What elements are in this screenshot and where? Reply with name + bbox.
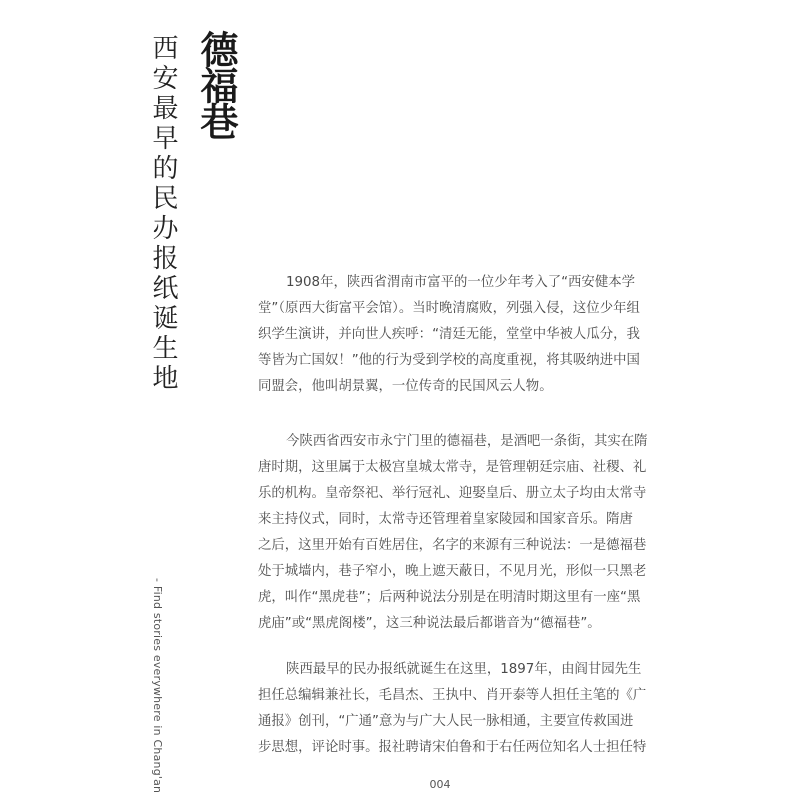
side-caption: - Find stories everywhere in Chang'an (151, 578, 164, 794)
paragraph-2 (258, 429, 648, 637)
text-line: 堂”（原西大街富平会馆）。当时晚清腐败，列强入侵，这位少年组 (258, 301, 640, 316)
text-line: 今陕西省西安市永宁门里的德福巷，是酒吧一条街，其实在隋 (286, 434, 648, 449)
page-subtitle: 西安最早的民办报纸诞生地 (148, 34, 178, 394)
text-line: 同盟会，他叫胡景翼，一位传奇的民国风云人物。 (258, 379, 553, 394)
text-line: 处于城墙内，巷子窄小，晚上遮天蔽日，不见月光，形似一只黑老 (258, 564, 647, 579)
text-line: 虎庙”或“黑虎阁楼”，这三种说法最后都谐音为“德福巷”。 (258, 616, 601, 631)
text-line: 之后，这里开始有百姓居住，名字的来源有三种说法：一是德福巷 (258, 538, 647, 553)
text-line: 陕西最早的民办报纸就诞生在这里，1897年，由阎甘园先生 (286, 662, 642, 677)
text-line: 1908年，陕西省渭南市富平的一位少年考入了“西安健本学 (286, 275, 635, 290)
text-line: 乐的机构。皇帝祭祀、举行冠礼、迎娶皇后、册立太子均由太常寺 (258, 486, 647, 501)
page-number: 004 (429, 778, 451, 791)
text-line: 担任总编辑兼社长，毛昌杰、王执中、肖开泰等人担任主笔的《广 (258, 688, 647, 703)
paragraph-1 (258, 270, 640, 400)
text-line: 等皆为亡国奴！”他的行为受到学校的高度重视，将其吸纳进中国 (258, 353, 640, 368)
text-line: 唐时期，这里属于太极宫皇城太常寺，是管理朝廷宗庙、社稷、礼 (258, 460, 647, 475)
paragraph-3 (258, 657, 647, 761)
text-line: 通报》创刊，“广通”意为与广大人民一脉相通，主要宣传救国进 (258, 714, 634, 729)
page-title: 德福巷 (194, 30, 238, 138)
text-line: 步思想，评论时事。报社聘请宋伯鲁和于右任两位知名人士担任特 (258, 740, 647, 755)
text-line: 虎，叫作“黑虎巷”；后两种说法分别是在明清时期这里有一座“黑 (258, 590, 641, 605)
text-line: 织学生演讲，并向世人疾呼：“清廷无能，堂堂中华被人瓜分，我 (258, 327, 640, 342)
text-line: 来主持仪式，同时，太常寺还管理着皇家陵园和国家音乐。隋唐 (258, 512, 633, 527)
